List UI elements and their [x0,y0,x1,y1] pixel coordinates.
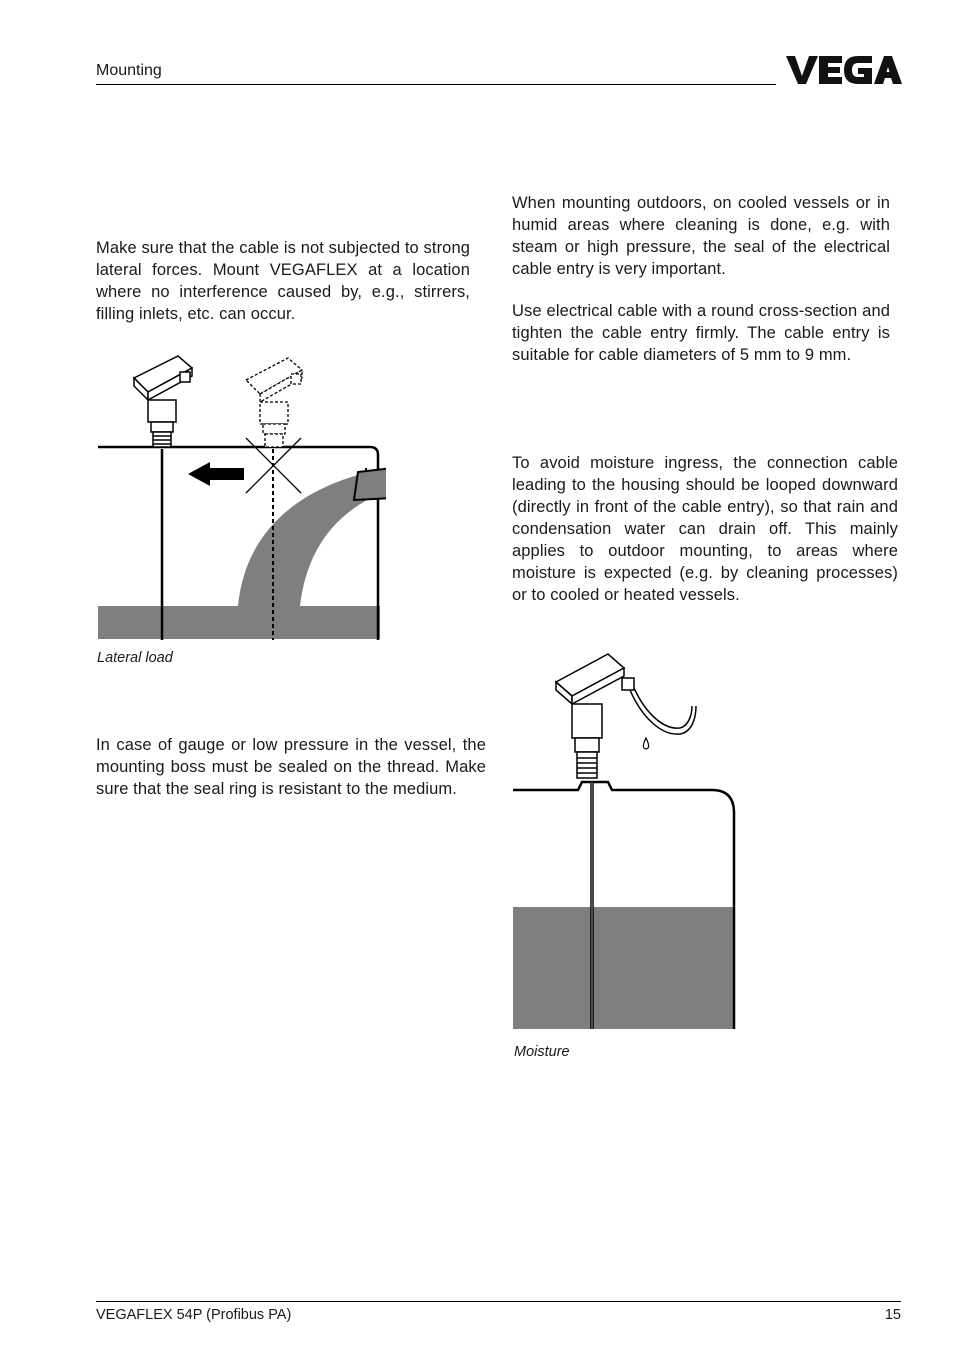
moisture-paragraph: To avoid moisture ingress, the connection cable leading to the housing should be looped downward (directly in front of the cable entry), so that rain and condensation water can drain off. This mainly applies to outdoor mounting, to areas where moisture is expected (e.g. by cleaning processes) or to cooled or heated vessels. [512,454,898,604]
moisture-figure [512,648,742,1033]
pressure-paragraph: In case of gauge or low pressure in the vessel, the mounting boss must be sealed on the thread. Make sure that the seal ring is resistant to the medium. [96,736,486,798]
medium-fill [513,907,733,1029]
sensor-housing-dashed [246,358,302,447]
vega-logo-graphic [786,52,902,86]
figure-caption-moisture: Moisture [514,1044,570,1060]
header-rule [96,84,776,85]
figure-caption-lateral-load: Lateral load [97,650,173,666]
lateral-load-figure [96,350,386,642]
lateral-load-paragraph: Make sure that the cable is not subjected to strong lateral forces. Mount VEGAFLEX at a location where no interference caused by, e.g., stirrers, filling inlets, etc. can occur. [96,239,470,323]
footer-document-title: VEGAFLEX 54P (Profibus PA) [96,1307,292,1323]
page-number: 15 [884,1307,901,1323]
footer-rule [96,1301,901,1302]
sensor-housing [556,654,634,778]
outdoor-mounting-paragraph: When mounting outdoors, on cooled vessels or in humid areas where cleaning is done, e.g. with steam or high pressure, the seal of the electrical cable entry is very important. [512,194,890,278]
sensor-housing [134,356,192,447]
vega-logo [786,52,902,86]
water-drop [643,738,648,749]
force-arrow [188,462,244,486]
cable-loop [630,690,696,734]
cable-entry-paragraph: Use electrical cable with a round cross-section and tighten the cable entry firmly. The cable entry is suitable for cable diameters of 5 mm to 9 mm. [512,302,890,364]
medium-fill [98,606,380,639]
section-title: Mounting [96,62,162,79]
